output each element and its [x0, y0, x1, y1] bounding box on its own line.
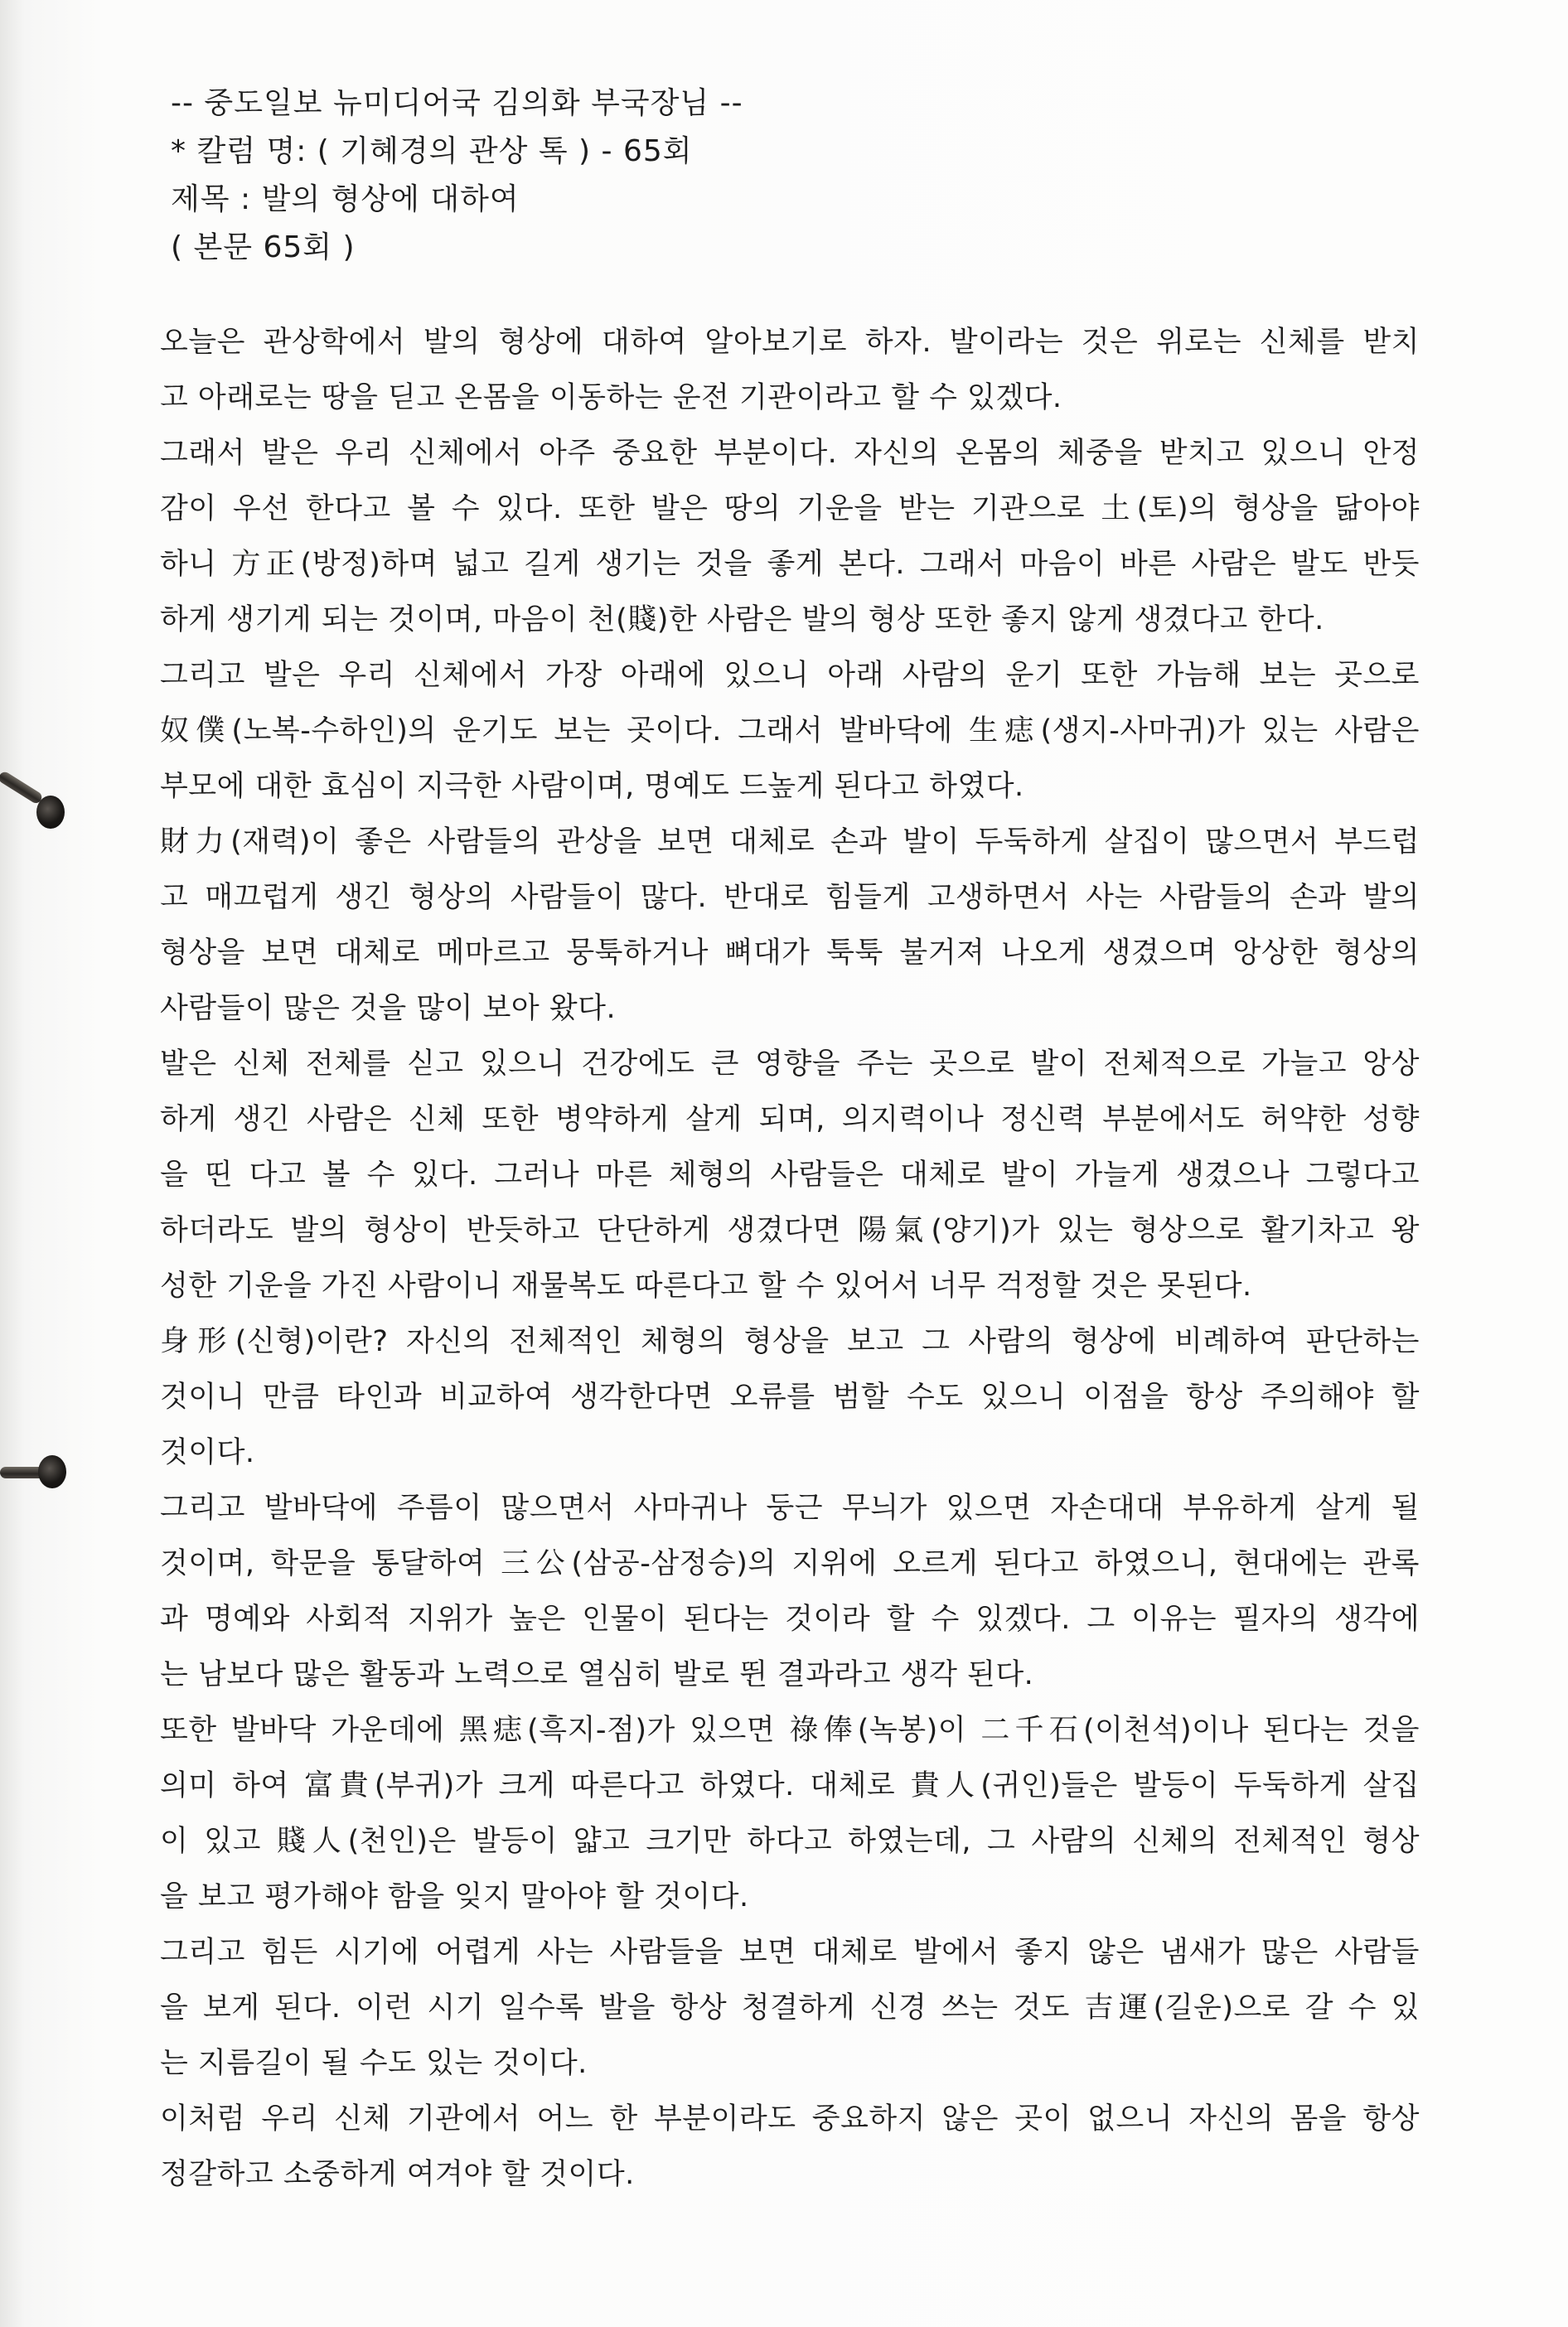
column-header: [171, 80, 1414, 272]
body-line: 이 있고 賤人(천인)은 발등이 얇고 크기만 하다고 하였는데, 그 사람의 신체의 전체적인 형상: [160, 1825, 1420, 1858]
binding-clip-bottom: [0, 1442, 75, 1492]
body-line: 身形(신형)이란? 자신의 전체적인 체형의 형상을 보고 그 사람의 형상에 비례하여 판단하는: [160, 1325, 1420, 1358]
body-line: 사람들이 많은 것을 많이 보아 왔다.: [160, 992, 617, 1025]
body-line: 그리고 발바닥에 주름이 많으면서 사마귀나 둥근 무늬가 있으면 자손대대 부유하게 살게 될: [160, 1492, 1420, 1525]
binding-wire: [0, 770, 44, 806]
body-line: 것이며, 학문을 통달하여 三公(삼공-삼정승)의 지위에 오르게 된다고 하였으니, 현대에는 관록: [160, 1547, 1420, 1580]
body-line: 성한 기운을 가진 사람이니 재물복도 따른다고 할 수 있어서 너무 걱정할 것은 못된다.: [160, 1270, 1252, 1303]
body-line: 의미 하여 富貴(부귀)가 크게 따른다고 하였다. 대체로 貴人(귀인)들은 발등이 두둑하게 살집: [160, 1769, 1420, 1802]
body-line: 그리고 발은 우리 신체에서 가장 아래에 있으니 아래 사람의 운기 또한 가늠해 보는 곳으로: [160, 659, 1420, 692]
article-body: [160, 315, 1420, 2203]
body-line: 것이다.: [160, 1436, 255, 1469]
body-line: 또한 발바닥 가운데에 黑痣(흑지-점)가 있으면 祿俸(녹봉)이 二千石(이천석)이나 된다는 것을: [160, 1714, 1420, 1747]
body-line: 고 매끄럽게 생긴 형상의 사람들이 많다. 반대로 힘들게 고생하면서 사는 사람들의 손과 발의: [160, 881, 1420, 914]
binding-clip-top: [0, 762, 75, 812]
body-line: 하더라도 발의 형상이 반듯하고 단단하게 생겼다면 陽氣(양기)가 있는 형상으로 활기차고 왕: [160, 1214, 1420, 1247]
body-line: 財力(재력)이 좋은 사람들의 관상을 보면 대체로 손과 발이 두둑하게 살집이 많으면서 부드럽: [160, 825, 1420, 859]
body-line: 그리고 힘든 시기에 어렵게 사는 사람들을 보면 대체로 발에서 좋지 않은 냄새가 많은 사람들: [160, 1936, 1420, 1969]
binding-ring: [36, 796, 65, 829]
body-line: 하게 생기게 되는 것이며, 마음이 천(賤)한 사람은 발의 형상 또한 좋지 않게 생겼다고 한다.: [160, 603, 1324, 636]
body-line: 을 보고 평가해야 함을 잊지 말아야 할 것이다.: [160, 1880, 749, 1913]
body-line: 감이 우선 한다고 볼 수 있다. 또한 발은 땅의 기운을 받는 기관으로 土(토)의 형상을 닮아야: [160, 492, 1420, 525]
column-name-line: * 칼럼 명: ( 기혜경의 관상 톡 ) - 65회: [171, 134, 693, 168]
publication-line: -- 중도일보 뉴미디어국 김의화 부국장님 --: [171, 86, 743, 120]
body-line: 하니 方正(방정)하며 넓고 길게 생기는 것을 좋게 본다. 그래서 마음이 바른 사람은 발도 반듯: [160, 548, 1420, 581]
body-line: 는 남보다 많은 활동과 노력으로 열심히 발로 뛴 결과라고 생각 된다.: [160, 1658, 1034, 1691]
binding-ring: [38, 1455, 66, 1488]
body-line: 형상을 보면 대체로 메마르고 뭉툭하거나 뼈대가 툭툭 불거져 나오게 생겼으며 앙상한 형상의: [160, 936, 1420, 970]
episode-label: ( 본문 65회 ): [171, 230, 356, 264]
body-line: 奴僕(노복-수하인)의 운기도 보는 곳이다. 그래서 발바닥에 生痣(생지-사마귀)가 있는 사람은: [160, 714, 1420, 747]
body-line: 발은 신체 전체를 싣고 있으니 건강에도 큰 영향을 주는 곳으로 발이 전체적으로 가늘고 앙상: [160, 1047, 1420, 1081]
body-line: 을 보게 된다. 이런 시기 일수록 발을 항상 청결하게 신경 쓰는 것도 吉運(길운)으로 갈 수 있: [160, 1991, 1420, 2025]
body-line: 정갈하고 소중하게 여겨야 할 것이다.: [160, 2158, 635, 2191]
body-line: 이처럼 우리 신체 기관에서 어느 한 부분이라도 중요하지 않은 곳이 없으니 자신의 몸을 항상: [160, 2102, 1420, 2136]
body-line: 그래서 발은 우리 신체에서 아주 중요한 부분이다. 자신의 온몸의 체중을 받치고 있으니 안정: [160, 437, 1420, 470]
body-line: 과 명예와 사회적 지위가 높은 인물이 된다는 것이라 할 수 있겠다. 그 이유는 필자의 생각에: [160, 1603, 1420, 1636]
body-line: 것이니 만큼 타인과 비교하여 생각한다면 오류를 범할 수도 있으니 이점을 항상 주의해야 할: [160, 1381, 1420, 1414]
body-line: 부모에 대한 효심이 지극한 사람이며, 명예도 드높게 된다고 하였다.: [160, 770, 1024, 803]
body-line: 하게 생긴 사람은 신체 또한 병약하게 살게 되며, 의지력이나 정신력 부분에서도 허약한 성향: [160, 1103, 1420, 1136]
body-line: 을 띤 다고 볼 수 있다. 그러나 마른 체형의 사람들은 대체로 발이 가늘게 생겼으나 그렇다고: [160, 1159, 1420, 1192]
body-line: 오늘은 관상학에서 발의 형상에 대하여 알아보기로 하자. 발이라는 것은 위로는 신체를 받치: [160, 326, 1420, 359]
body-line: 고 아래로는 땅을 딛고 온몸을 이동하는 운전 기관이라고 할 수 있겠다.: [160, 381, 1062, 414]
body-line: 는 지름길이 될 수도 있는 것이다.: [160, 2047, 588, 2080]
article-title: 제목 : 발의 형상에 대하여: [171, 182, 520, 216]
